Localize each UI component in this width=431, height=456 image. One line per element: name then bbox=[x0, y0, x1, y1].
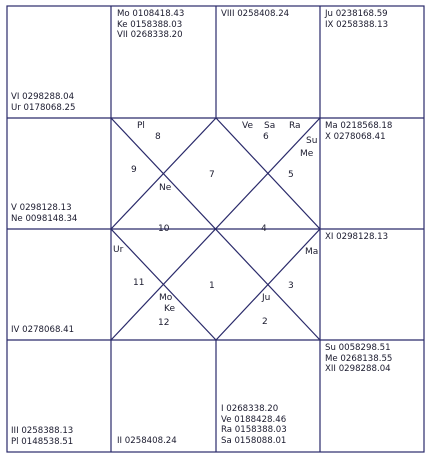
cell-left-2 bbox=[11, 203, 77, 224]
cell-left-3 bbox=[11, 325, 74, 336]
planet-label-pl: Pl bbox=[137, 121, 145, 131]
cell-line: IX 0258388.13 bbox=[325, 19, 389, 30]
cell-line: Ur 0178068.25 bbox=[11, 102, 76, 113]
planet-label-sa: Sa bbox=[264, 121, 276, 131]
cell-left-1 bbox=[11, 92, 76, 113]
cell-line: Ma 0218568.18 bbox=[325, 121, 393, 131]
cell-line: Ju 0238168.59 bbox=[325, 9, 388, 19]
cell-line: VI 0298288.04 bbox=[11, 92, 75, 102]
house-number-3: 3 bbox=[288, 281, 294, 291]
cell-line: II 0258408.24 bbox=[117, 436, 177, 446]
house-number-8: 8 bbox=[155, 132, 161, 142]
cell-line: III 0258388.13 bbox=[11, 426, 74, 436]
house-number-2: 2 bbox=[262, 317, 268, 327]
house-number-11: 11 bbox=[133, 278, 145, 288]
planet-label-ur: Ur bbox=[113, 245, 124, 255]
cell-bottom-2 bbox=[117, 436, 177, 447]
cell-line: V 0298128.13 bbox=[11, 203, 72, 213]
house-number-9: 9 bbox=[131, 165, 137, 175]
house-number-12: 12 bbox=[158, 318, 170, 328]
cell-line: Mo 0108418.43 bbox=[117, 9, 185, 19]
cell-line: Sa 0158088.01 bbox=[221, 435, 287, 446]
planet-label-ne: Ne bbox=[159, 183, 172, 193]
cell-top-4 bbox=[325, 9, 388, 30]
planet-label-mo: Mo bbox=[159, 293, 173, 303]
planet-label-ra: Ra bbox=[289, 121, 301, 131]
cell-line: IV 0278068.41 bbox=[11, 325, 75, 335]
cell-line: Ra 0158388.03 bbox=[221, 425, 287, 435]
house-number-6: 6 bbox=[263, 132, 269, 142]
planet-label-ju: Ju bbox=[262, 293, 271, 303]
cell-bottom-3 bbox=[221, 404, 287, 446]
cell-line: XI 0298128.13 bbox=[325, 232, 389, 242]
house-number-7: 7 bbox=[209, 170, 215, 180]
planet-label-ke: Ke bbox=[164, 304, 175, 314]
cell-line: Su 0058298.51 bbox=[325, 343, 391, 353]
cell-top-2 bbox=[117, 9, 184, 41]
cell-bottom-1 bbox=[11, 426, 73, 447]
grid-lines bbox=[7, 6, 424, 452]
planet-label-su: Su bbox=[306, 136, 318, 146]
cell-line: Ke 0158388.03 bbox=[117, 19, 183, 30]
cell-top-3 bbox=[221, 9, 289, 20]
cell-bottom-4 bbox=[325, 343, 392, 375]
cell-right-1 bbox=[325, 121, 392, 142]
cell-line: X 0278068.41 bbox=[325, 131, 386, 142]
cell-line: Me 0268138.55 bbox=[325, 353, 393, 364]
house-number-5: 5 bbox=[288, 170, 294, 180]
cell-line: Ve 0188428.46 bbox=[221, 414, 287, 425]
house-number-4: 4 bbox=[261, 224, 267, 234]
house-number-1: 1 bbox=[209, 281, 215, 291]
planet-label-me: Me bbox=[300, 149, 314, 159]
planet-label-ma: Ma bbox=[305, 247, 319, 257]
cell-line: VIII 0258408.24 bbox=[221, 9, 290, 19]
cell-line: Pl 0148538.51 bbox=[11, 436, 74, 447]
planet-label-ve: Ve bbox=[242, 121, 253, 131]
house-number-10: 10 bbox=[158, 224, 170, 234]
cell-line: VII 0268338.20 bbox=[117, 30, 183, 40]
cell-line: XII 0298288.04 bbox=[325, 364, 391, 374]
cell-right-2 bbox=[325, 232, 388, 243]
cell-line: I 0268338.20 bbox=[221, 404, 279, 414]
cell-line: Ne 0098148.34 bbox=[11, 213, 78, 224]
